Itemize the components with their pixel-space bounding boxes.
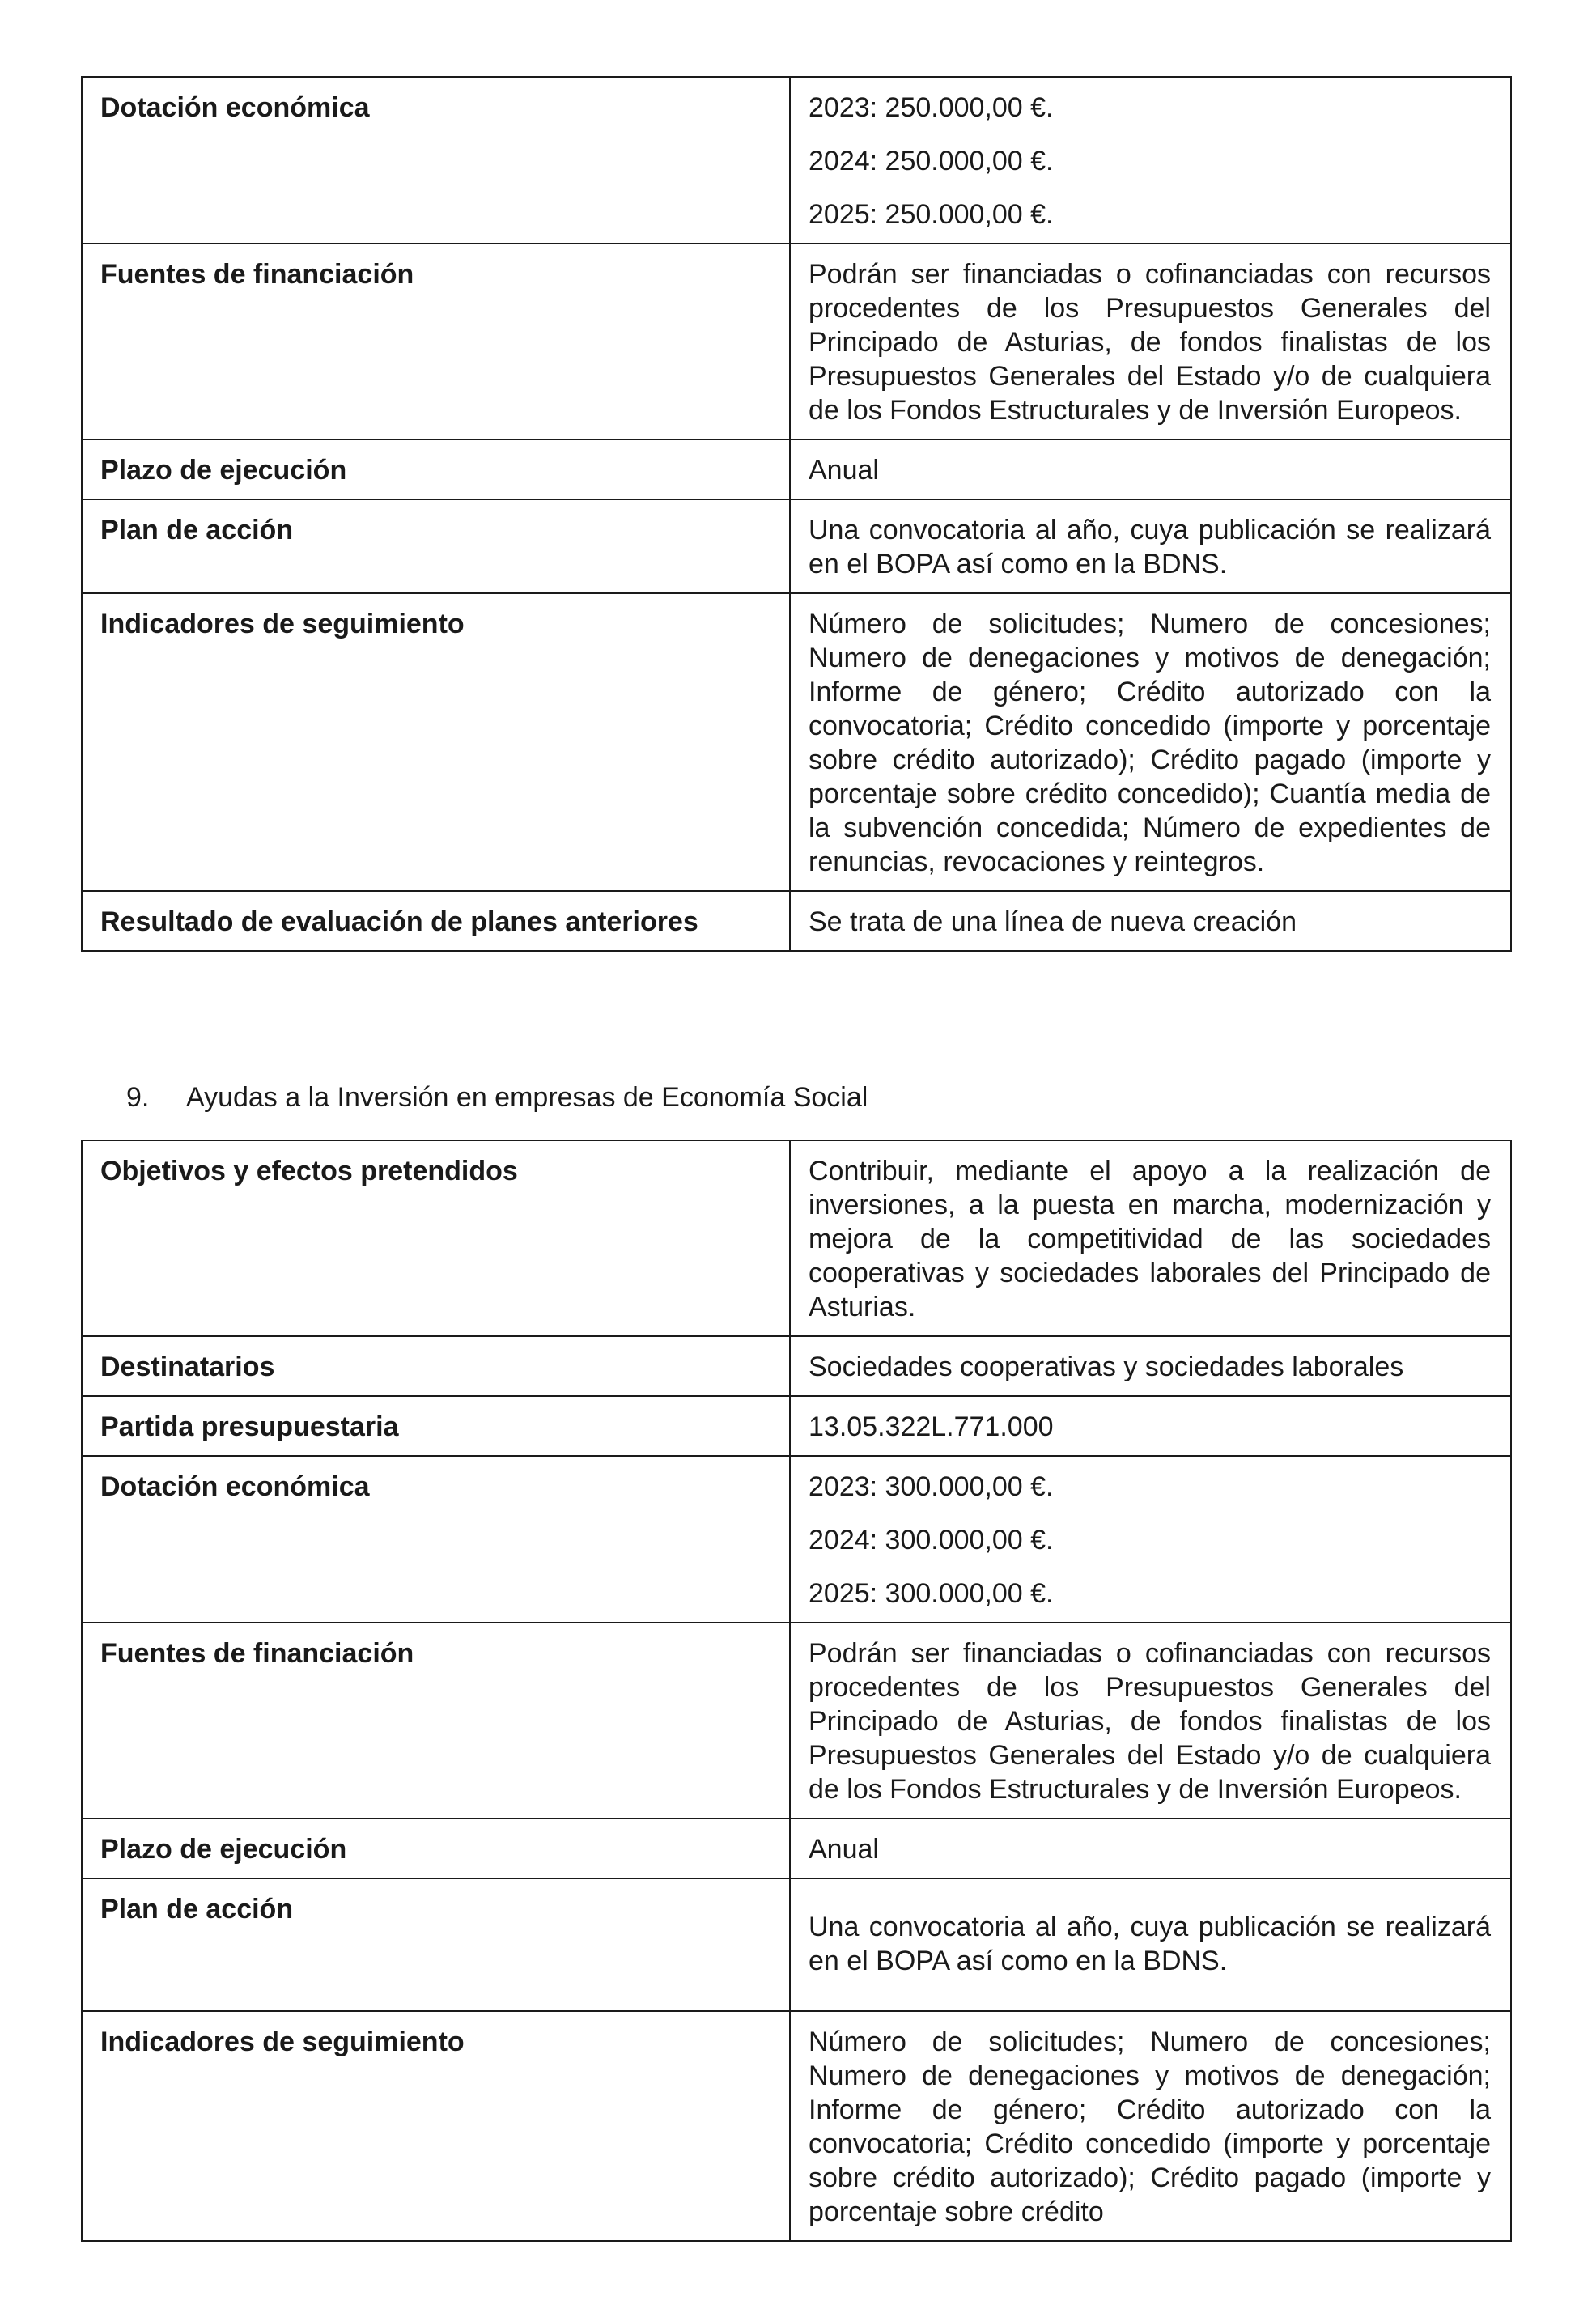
row-value: Se trata de una línea de nueva creación (790, 891, 1511, 951)
row-label: Indicadores de seguimiento (82, 593, 790, 891)
row-label: Plazo de ejecución (82, 439, 790, 499)
row-value: Número de solicitudes; Numero de concesiones; Numero de denegaciones y motivos de denegación; Informe de género; Crédito autorizado con la convocatoria; Crédito concedido (importe y porcentaje sobre crédito autorizado); Crédito pagado (importe y porcentaje sobre crédito (790, 2011, 1511, 2241)
amount-2023: 2023: 250.000,00 €. (809, 92, 1054, 123)
row-label: Dotación económica (82, 77, 790, 244)
row-value-amounts (790, 77, 1511, 244)
row-label: Plazo de ejecución (82, 1819, 790, 1878)
table-row (82, 1456, 1511, 1623)
row-value: Una convocatoria al año, cuya publicación se realizará en el BOPA así como en la BDNS. (790, 499, 1511, 593)
funding-line-table-continued (81, 76, 1512, 952)
amount-2024: 2024: 300.000,00 €. (809, 1525, 1054, 1555)
row-label: Partida presupuestaria (82, 1396, 790, 1456)
section-title: Ayudas a la Inversión en empresas de Economía Social (186, 1082, 868, 1113)
table-row (82, 1140, 1511, 1336)
table-row (82, 891, 1511, 951)
row-value: 13.05.322L.771.000 (790, 1396, 1511, 1456)
table-row (82, 1878, 1511, 2011)
table-row (82, 439, 1511, 499)
table-row (82, 1623, 1511, 1819)
amount-2025: 2025: 250.000,00 €. (809, 199, 1054, 230)
row-label: Objetivos y efectos pretendidos (82, 1140, 790, 1336)
row-label: Indicadores de seguimiento (82, 2011, 790, 2241)
amount-2023: 2023: 300.000,00 €. (809, 1471, 1054, 1502)
table-row (82, 593, 1511, 891)
funding-line-table (81, 1140, 1512, 2242)
row-value: Sociedades cooperativas y sociedades laborales (790, 1336, 1511, 1396)
section-heading (126, 1080, 868, 1114)
row-value: Podrán ser financiadas o cofinanciadas con recursos procedentes de los Presupuestos Generales del Principado de Asturias, de fondos finalistas de los Presupuestos Generales del Estado y/o de cualquiera de los Fondos Estructurales y de Inversión Europeos. (790, 244, 1511, 439)
table-row (82, 499, 1511, 593)
row-value: Podrán ser financiadas o cofinanciadas con recursos procedentes de los Presupuestos Generales del Principado de Asturias, de fondos finalistas de los Presupuestos Generales del Estado y/o de cualquiera de los Fondos Estructurales y de Inversión Europeos. (790, 1623, 1511, 1819)
row-label: Dotación económica (82, 1456, 790, 1623)
table-row (82, 77, 1511, 244)
amount-2024: 2024: 250.000,00 €. (809, 146, 1054, 176)
row-label: Destinatarios (82, 1336, 790, 1396)
row-value: Contribuir, mediante el apoyo a la realización de inversiones, a la puesta en marcha, modernización y mejora de la competitividad de las sociedades cooperativas y sociedades laborales del Principado de Asturias. (790, 1140, 1511, 1336)
table-row (82, 244, 1511, 439)
table-row (82, 2011, 1511, 2241)
section-number: 9. (126, 1082, 150, 1113)
table-row (82, 1819, 1511, 1878)
row-value: Una convocatoria al año, cuya publicación se realizará en el BOPA así como en la BDNS. (790, 1878, 1511, 2011)
row-value: Anual (790, 1819, 1511, 1878)
row-label: Resultado de evaluación de planes anteriores (82, 891, 790, 951)
amount-2025: 2025: 300.000,00 €. (809, 1578, 1054, 1609)
row-label: Fuentes de financiación (82, 244, 790, 439)
row-label: Plan de acción (82, 1878, 790, 2011)
row-value-amounts (790, 1456, 1511, 1623)
table-row (82, 1396, 1511, 1456)
row-value: Anual (790, 439, 1511, 499)
row-label: Fuentes de financiación (82, 1623, 790, 1819)
row-label: Plan de acción (82, 499, 790, 593)
table-row (82, 1336, 1511, 1396)
row-value: Número de solicitudes; Numero de concesiones; Numero de denegaciones y motivos de denegación; Informe de género; Crédito autorizado con la convocatoria; Crédito concedido (importe y porcentaje sobre crédito autorizado); Crédito pagado (importe y porcentaje sobre crédito concedido); Cuantía media de la subvención concedida; Número de expedientes de renuncias, revocaciones y reintegros. (790, 593, 1511, 891)
